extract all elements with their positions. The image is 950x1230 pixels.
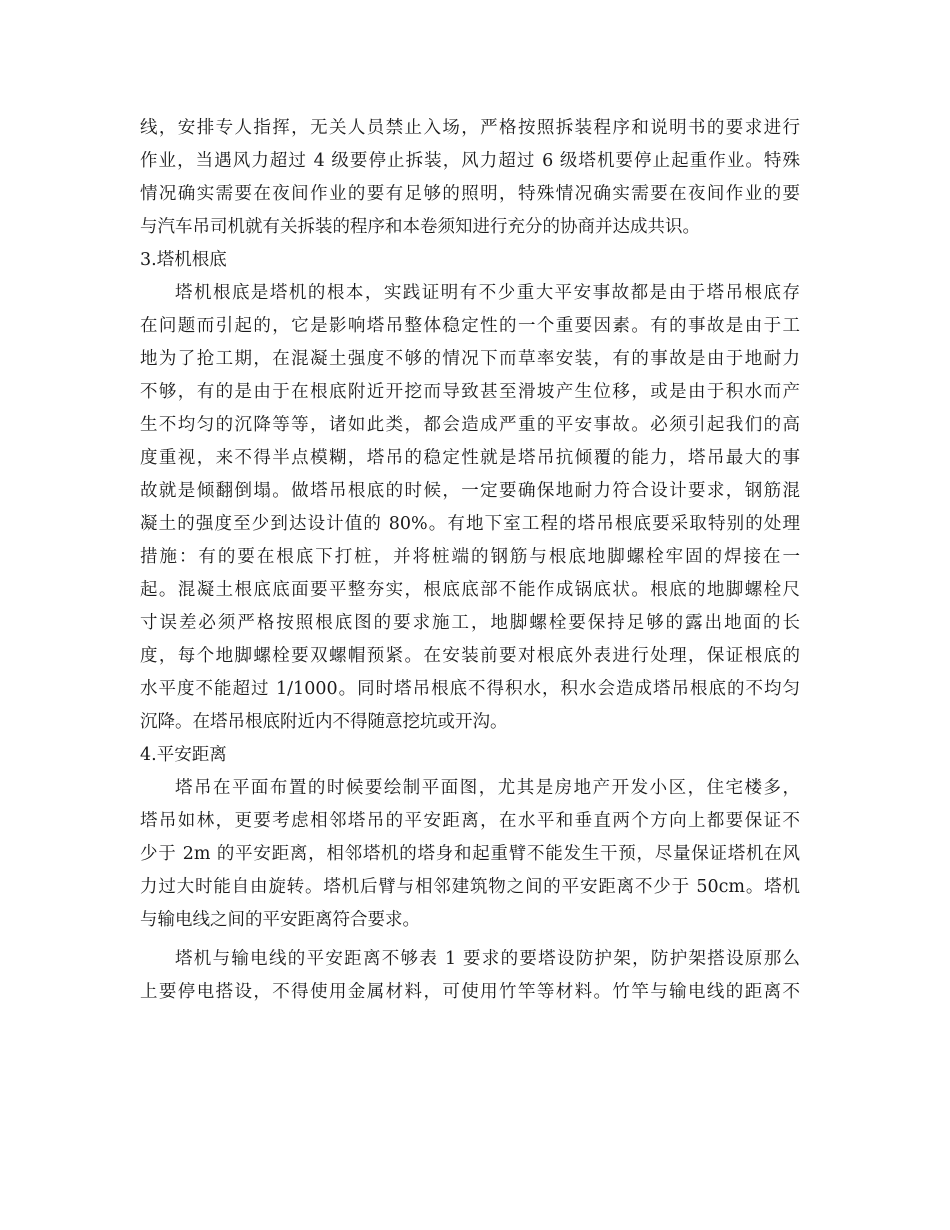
paragraph-line: 不够，有的是由于在根底附近开挖而导致甚至滑坡产生位移，或是由于积水而产: [140, 382, 800, 402]
intro-paragraph: [140, 112, 800, 244]
paragraph-line: 情况确实需要在夜间作业的要有足够的照明，特殊情况确实需要在夜间作业的要: [140, 184, 800, 204]
paragraph-line: 地为了抢工期，在混凝土强度不够的情况下而草率安装，有的事故是由于地耐力: [140, 349, 800, 369]
paragraph-line: 凝土的强度至少到达设计值的 80%。有地下室工程的塔吊根底要采取特别的处理: [140, 514, 800, 534]
section-3-paragraph: [140, 277, 800, 739]
paragraph-line: 寸误差必须严格按照根底图的要求施工，地脚螺栓要保持足够的露出地面的长: [140, 613, 800, 633]
paragraph-line: 水平度不能超过 1/1000。同时塔吊根底不得积水，积水会造成塔吊根底的不均匀: [140, 679, 800, 699]
paragraph-line: 与汽车吊司机就有关拆装的程序和本卷须知进行充分的协商并达成共识。: [140, 217, 700, 237]
paragraph-line: 少于 2m 的平安距离，相邻塔机的塔身和起重臂不能发生干预，尽量保证塔机在风: [140, 844, 800, 864]
paragraph-line: 塔机根底是塔机的根本，实践证明有不少重大平安事故都是由于塔吊根底存: [175, 283, 800, 303]
section-4-paragraph-1: [140, 772, 800, 937]
paragraph-line: 起。混凝土根底底面要平整夯实，根底底部不能作成锅底状。根底的地脚螺栓尺: [140, 580, 800, 600]
document-body: [140, 112, 800, 1009]
paragraph-line: 度，每个地脚螺栓要双螺帽预紧。在安装前要对根底外表进行处理，保证根底的: [140, 646, 800, 666]
paragraph-line: 塔机与输电线的平安距离不够表 1 要求的要塔设防护架，防护架搭设原那么: [175, 949, 800, 969]
paragraph-line: 沉降。在塔吊根底附近内不得随意挖坑或开沟。: [140, 712, 508, 732]
section-4-heading: 4.平安距离: [140, 745, 227, 765]
paragraph-line: 措施：有的要在根底下打桩，并将桩端的钢筋与根底地脚螺栓牢固的焊接在一: [140, 547, 800, 567]
paragraph-line: 生不均匀的沉降等等，诸如此类，都会造成严重的平安事故。必须引起我们的高: [140, 415, 800, 435]
paragraph-line: 作业，当遇风力超过 4 级要停止拆装，风力超过 6 级塔机要停止起重作业。特殊: [140, 151, 800, 171]
paragraph-line: 力过大时能自由旋转。塔机后臂与相邻建筑物之间的平安距离不少于 50cm。塔机: [140, 877, 800, 897]
paragraph-line: 线，安排专人指挥，无关人员禁止入场，严格按照拆装程序和说明书的要求进行: [140, 118, 800, 138]
paragraph-line: 度重视，来不得半点模糊，塔吊的稳定性就是塔吊抗倾覆的能力，塔吊最大的事: [140, 448, 800, 468]
paragraph-line: 塔吊在平面布置的时候要绘制平面图，尤其是房地产开发小区，住宅楼多，: [175, 778, 800, 798]
paragraph-line: 在问题而引起的，它是影响塔吊整体稳定性的一个重要因素。有的事故是由于工: [140, 316, 800, 336]
paragraph-line: 塔吊如林，更要考虑相邻塔吊的平安距离，在水平和垂直两个方向上都要保证不: [140, 811, 800, 831]
section-3-heading: 3.塔机根底: [140, 250, 227, 270]
paragraph-line: 故就是倾翻倒塌。做塔吊根底的时候，一定要确保地耐力符合设计要求，钢筋混: [140, 481, 800, 501]
paragraph-line: 上要停电搭设，不得使用金属材料，可使用竹竿等材料。竹竿与输电线的距离不: [140, 982, 800, 1002]
paragraph-line: 与输电线之间的平安距离符合要求。: [140, 910, 420, 930]
section-4-paragraph-2: [140, 943, 800, 1009]
